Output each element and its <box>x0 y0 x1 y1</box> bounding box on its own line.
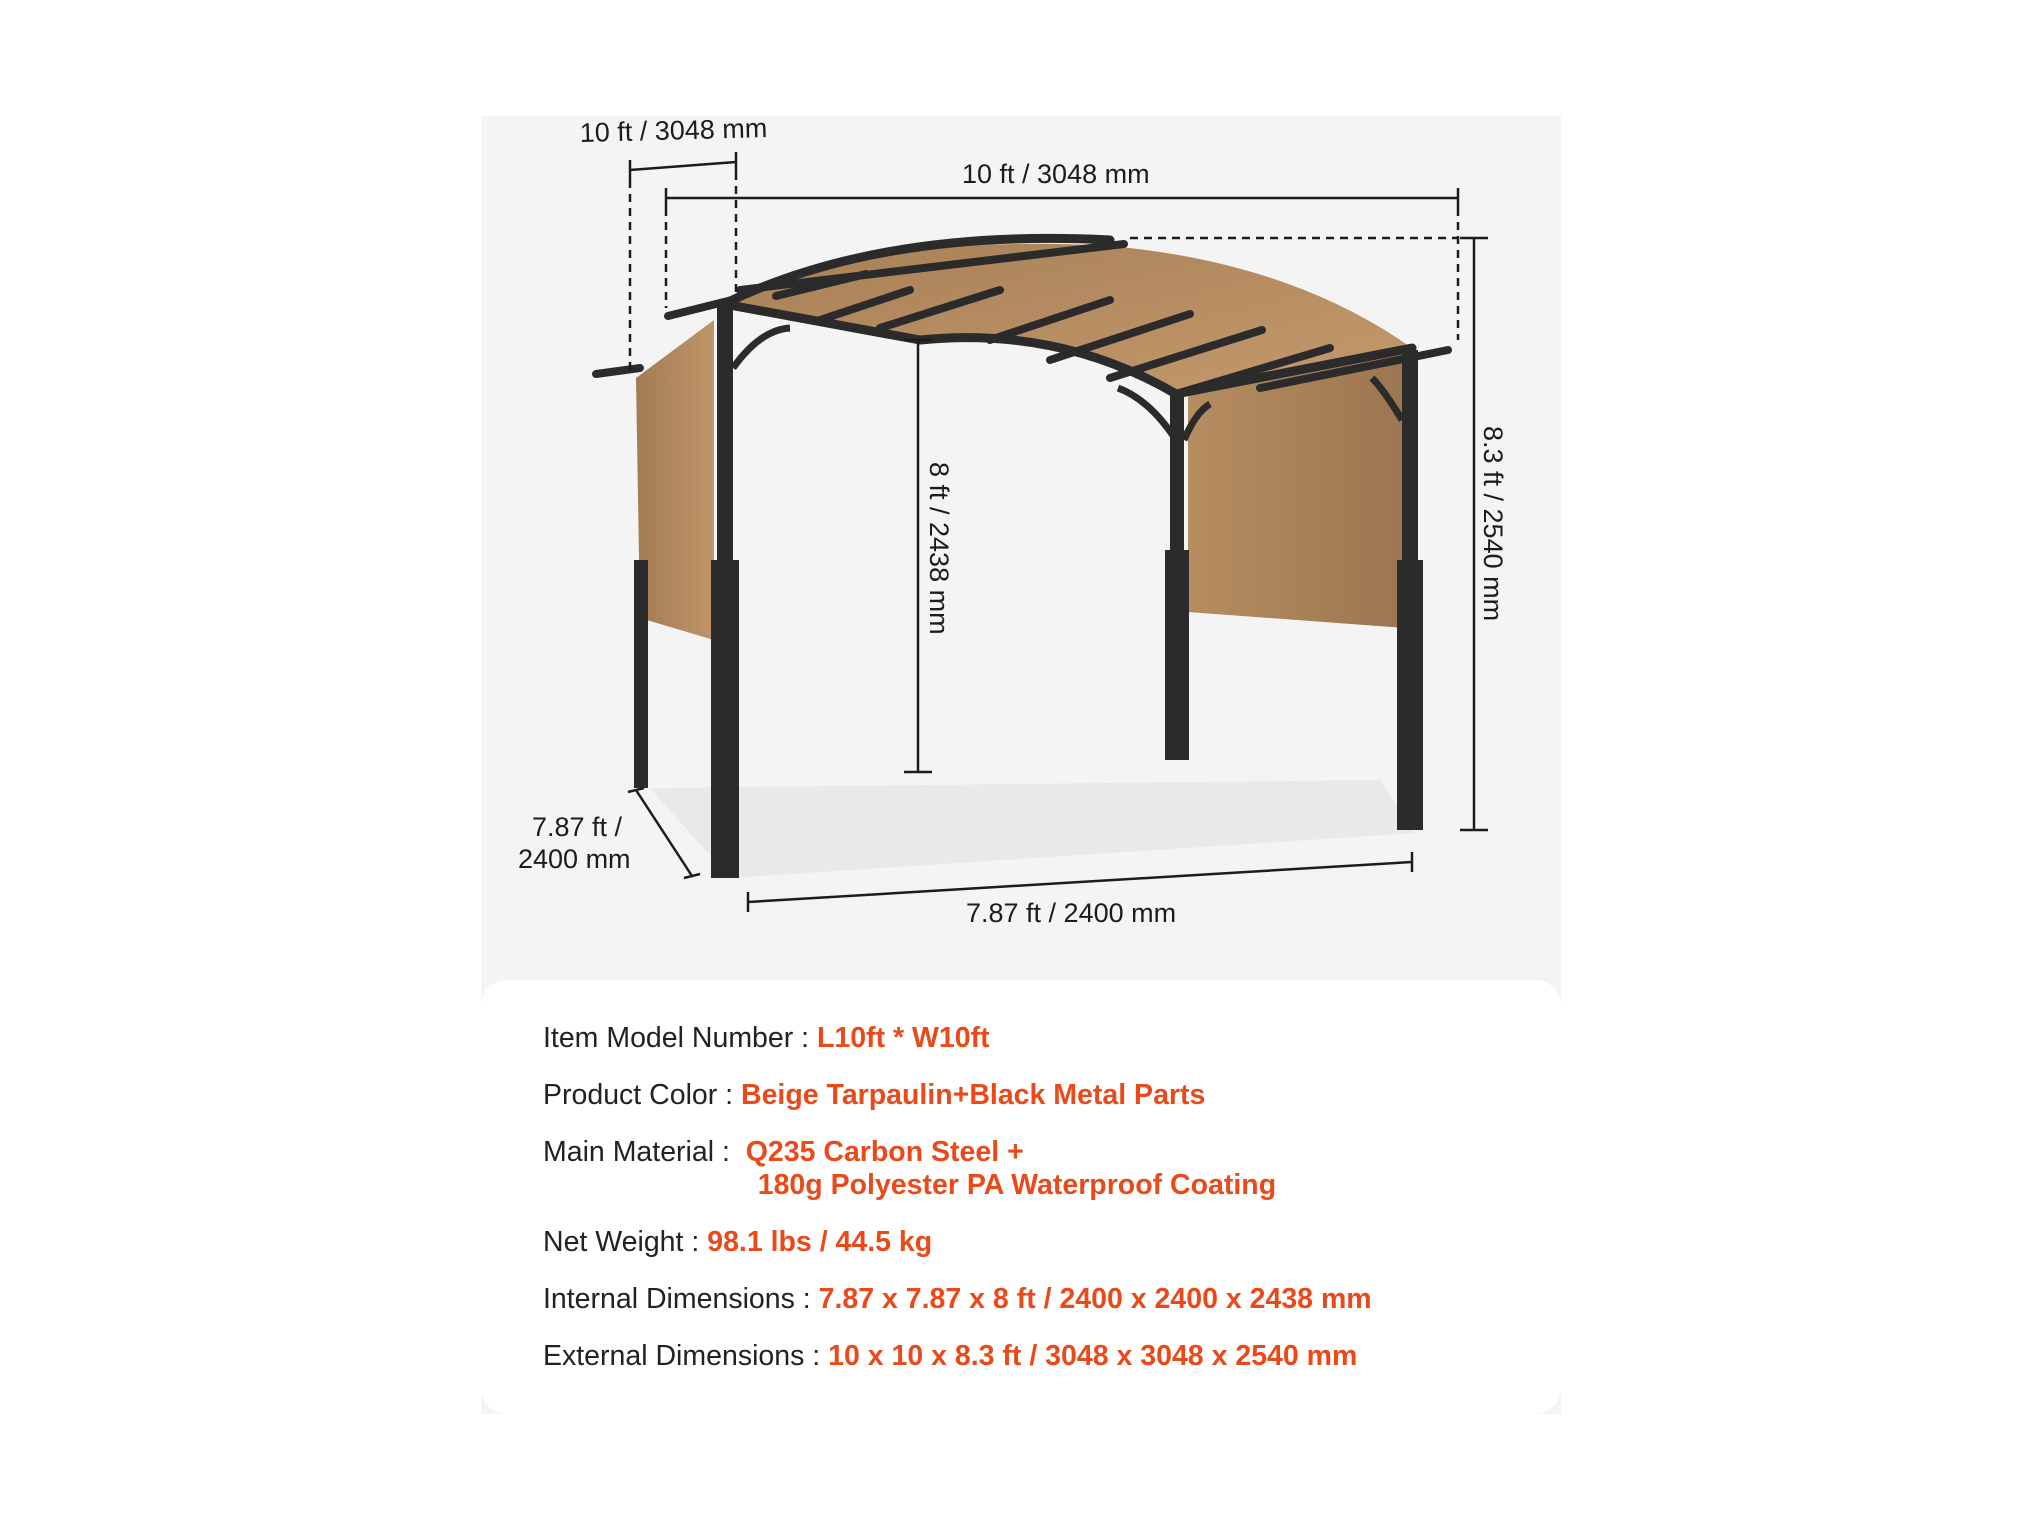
spec-external-label: External Dimensions : <box>543 1340 829 1372</box>
dim-outer-height: 8.3 ft / 2540 mm <box>1478 426 1508 622</box>
spec-weight-label: Net Weight : <box>543 1226 708 1258</box>
spec-material-values <box>746 1136 1276 1202</box>
spec-external <box>543 1340 1561 1373</box>
spec-color-value: Beige Tarpaulin+Black Metal Parts <box>741 1079 1206 1111</box>
floor-area <box>650 780 1415 878</box>
dim-bottom-depth-line2: 2400 mm <box>518 844 631 874</box>
spec-material-label: Main Material : <box>543 1136 746 1168</box>
spec-internal-value: 7.87 x 7.87 x 8 ft / 2400 x 2400 x 2438 mm <box>818 1283 1372 1315</box>
dim-bottom-width: 7.87 ft / 2400 mm <box>966 898 1177 928</box>
spec-weight <box>543 1226 1561 1259</box>
specs-card <box>481 980 1561 1414</box>
spec-material-value-line1: Q235 Carbon Steel + <box>745 1136 1024 1168</box>
spec-internal-label: Internal Dimensions : <box>543 1283 819 1315</box>
right-shade-cloth <box>1188 352 1405 628</box>
spec-internal <box>543 1283 1561 1316</box>
spec-external-value: 10 x 10 x 8.3 ft / 3048 x 3048 x 2540 mm <box>828 1340 1358 1372</box>
dim-inner-height: 8 ft / 2438 mm <box>924 462 954 635</box>
dim-top-width: 10 ft / 3048 mm <box>962 159 1150 189</box>
spec-color-label: Product Color : <box>543 1079 741 1111</box>
spec-model-label: Item Model Number : <box>543 1022 818 1054</box>
spec-weight-value: 98.1 lbs / 44.5 kg <box>707 1226 933 1258</box>
spec-model <box>543 1022 1561 1055</box>
spec-material <box>543 1136 1561 1202</box>
spec-color <box>543 1079 1561 1112</box>
spec-material-value-line2: 180g Polyester PA Waterproof Coating <box>757 1169 1277 1201</box>
spec-model-value: L10ft * W10ft <box>817 1022 990 1054</box>
dim-bottom-depth-line1: 7.87 ft / <box>532 812 623 842</box>
dim-top-left-depth: 10 ft / 3048 mm <box>579 113 768 148</box>
